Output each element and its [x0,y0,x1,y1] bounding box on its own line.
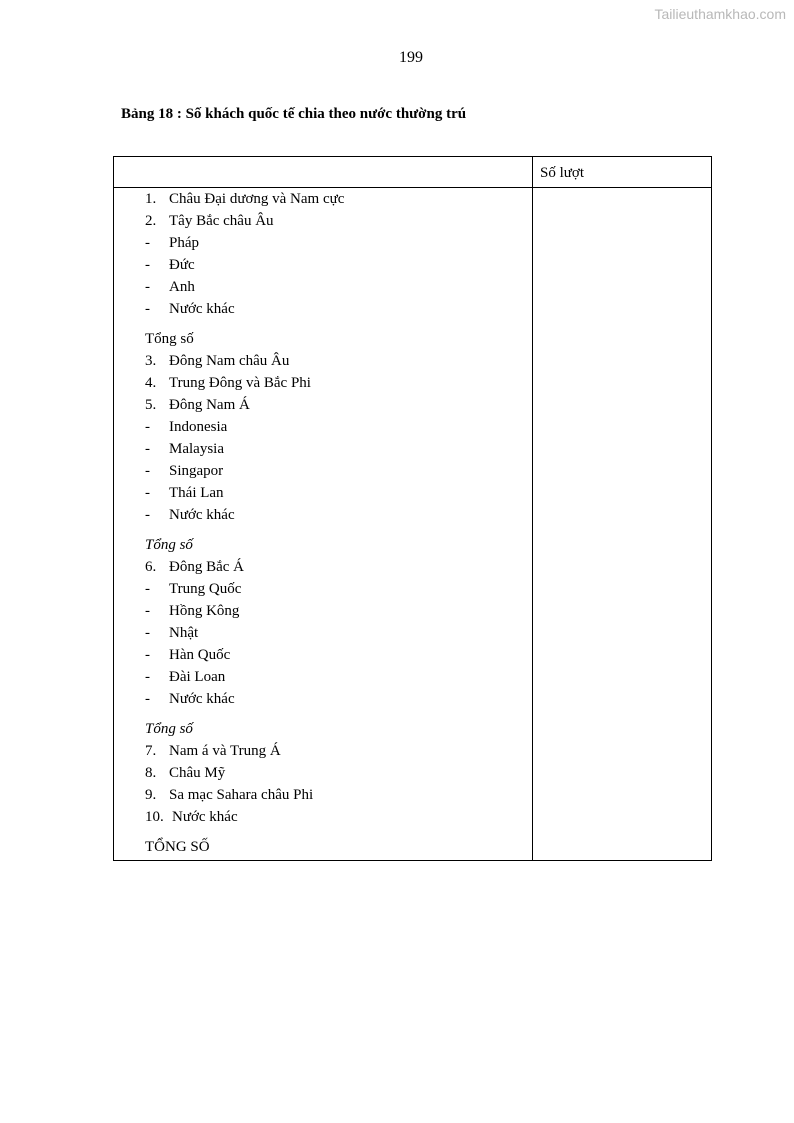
row-marker: - [145,235,150,251]
row-label: Nước khác [172,809,238,825]
row-label: Hồng Kông [169,603,240,619]
watermark: Tailieuthamkhao.com [654,6,786,22]
row-label: TỔNG SỐ [145,839,210,855]
row-marker: 3. [145,353,157,369]
row-marker: 4. [145,375,157,391]
column-divider [532,157,533,860]
row-marker: - [145,463,150,479]
row-marker: - [145,647,150,663]
row-label: Châu Đại dương và Nam cực [169,191,345,207]
row-label: Đông Nam châu Âu [169,353,290,369]
row-label: Thái Lan [169,485,224,501]
row-marker: 7. [145,743,157,759]
row-label: Đông Bắc Á [169,559,244,575]
table-title: Bảng 18 : Số khách quốc tế chia theo nước thường trú [121,106,467,122]
row-marker: 1. [145,191,157,207]
row-label: Đông Nam Á [169,397,250,413]
row-label: Châu Mỹ [169,765,226,781]
row-marker: 2. [145,213,157,229]
row-label: Tây Bắc châu Âu [169,213,274,229]
row-label: Singapor [169,463,224,479]
row-label: Nước khác [169,301,235,317]
row-marker: 9. [145,787,157,803]
row-marker: - [145,669,150,685]
row-marker: - [145,441,150,457]
row-marker: - [145,507,150,523]
row-label: Hàn Quốc [169,647,231,663]
row-label: Nước khác [169,507,235,523]
row-label: Malaysia [169,441,224,457]
column-header-so-luot: Số lượt [540,165,584,181]
page-number: 199 [399,49,423,66]
row-label: Tổng số [145,537,193,553]
data-table [113,156,712,861]
row-label: Trung Đông và Bắc Phi [169,375,311,391]
row-marker: 10. [145,809,164,825]
row-marker: 8. [145,765,157,781]
row-marker: - [145,419,150,435]
row-marker: 5. [145,397,157,413]
row-label: Pháp [169,235,199,251]
row-marker: - [145,257,150,273]
row-marker: - [145,625,150,641]
row-label: Tổng số [145,331,194,347]
row-marker: - [145,485,150,501]
row-label: Nhật [169,625,199,641]
row-label: Tổng số [145,721,193,737]
row-label: Nam á và Trung Á [169,743,281,759]
row-marker: - [145,603,150,619]
row-marker: - [145,301,150,317]
row-label: Trung Quốc [169,581,242,597]
row-marker: 6. [145,559,157,575]
row-label: Nước khác [169,691,235,707]
row-marker: - [145,581,150,597]
row-label: Sa mạc Sahara châu Phi [169,787,314,803]
row-label: Đài Loan [169,669,226,685]
row-label: Anh [169,279,195,295]
row-marker: - [145,691,150,707]
row-label: Indonesia [169,419,228,435]
row-marker: - [145,279,150,295]
row-label: Đức [169,257,195,273]
